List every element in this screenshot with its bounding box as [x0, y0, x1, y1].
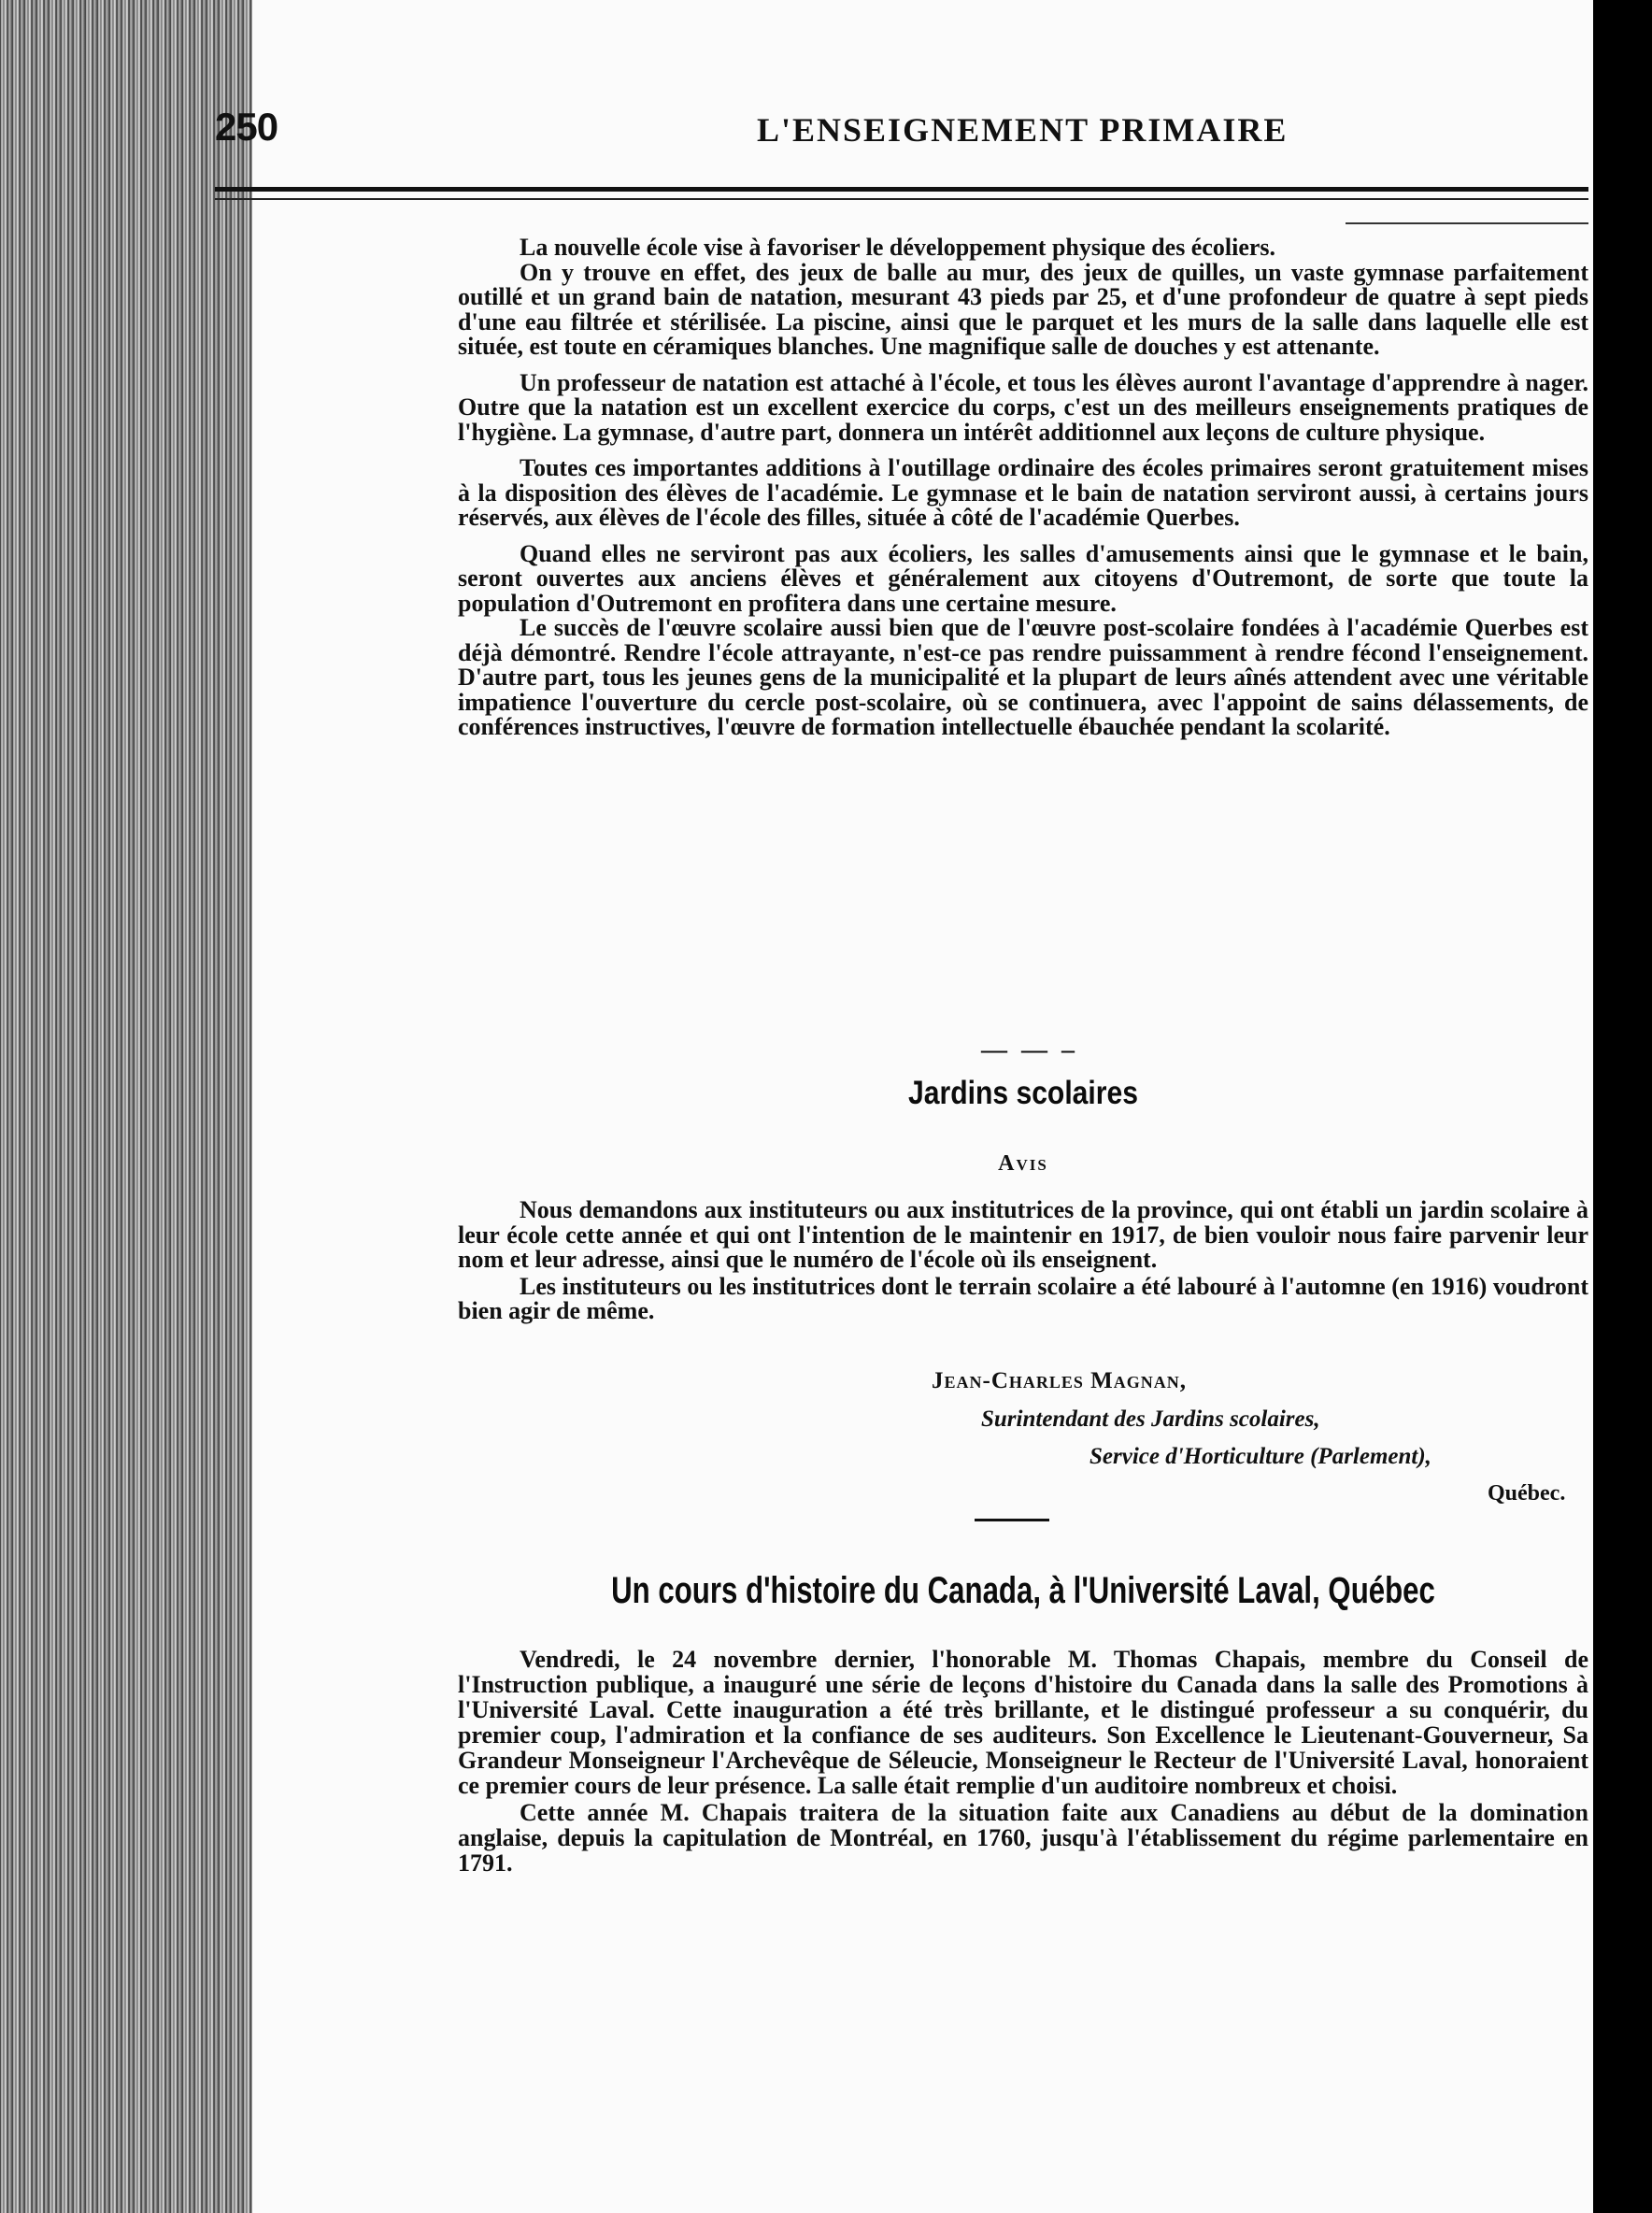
paragraph: La nouvelle école vise à favoriser le développement physique des écoliers. — [520, 234, 1276, 261]
signature-service: Service d'Horticulture (Parlement), — [1089, 1444, 1431, 1469]
section-rule — [975, 1519, 1049, 1521]
paragraph: Le succès de l'œuvre scolaire aussi bien que de l'œuvre post-scolaire fondées à l'académie Querbes est déjà démontré. Rendre l'école attrayante, n'est-ce pas rendre puissamment à rendre fécond l'enseignement. D'autre part, tous les jeunes gens de la municipalité et la plupart de leurs aînés attendent avec une véritable impatience l'ouverture du cercle post-scolaire, où se continuera, avec l'appoint de sains délassements, de conférences instructives, l'œuvre de formation intellectuelle ébauchée pendant la scolarité. — [458, 614, 1588, 740]
paragraph: Vendredi, le 24 novembre dernier, l'honorable M. Thomas Chapais, membre du Conseil de l'Instruction publique, a inauguré une série de leçons d'histoire du Canada dans la salle des Promotions à l'Université Laval. Cette inauguration a été très brillante, et le distingué professeur a su conquérir, du premier coup, l'admiration et la confiance de ses auditeurs. Son Excellence le Lieutenant-Gouverneur, Sa Grandeur Monseigneur l'Archevêque de Séleucie, Monseigneur le Recteur de l'Université Laval, honoraient ce premier cours de leur présence. La salle était remplie d'un auditoire nombreux et choisi. — [458, 1646, 1588, 1799]
paragraph: Cette année M. Chapais traitera de la situation faite aux Canadiens au début de la domination anglaise, depuis la capitulation de Montréal, en 1760, jusqu'à l'établissement du régime parlementaire en 1791. — [458, 1799, 1588, 1877]
jardins-section — [458, 1198, 1588, 1326]
avis-subheading: Avis — [998, 1151, 1048, 1176]
cours-section — [458, 1647, 1588, 1877]
header-rule-short — [1346, 222, 1588, 224]
signature-city: Québec. — [1488, 1481, 1566, 1506]
page-number: 250 — [215, 105, 278, 149]
cours-heading: Un cours d'histoire du Canada, à l'Université Laval, Québec — [611, 1570, 1435, 1611]
paragraph: Un professeur de natation est attaché à l'école, et tous les élèves auront l'avantage d'apprendre à nager. Outre que la natation est un excellent exercice du corps, c'est un des meilleurs enseignements pratiques de l'hygiène. La gymnase, d'autre part, donnera un intérêt additionnel aux leçons de culture physique. — [458, 368, 1588, 446]
running-title: L'ENSEIGNEMENT PRIMAIRE — [757, 111, 1289, 149]
signature-name: Jean-Charles Magnan, — [932, 1368, 1187, 1393]
scan-border — [1593, 0, 1652, 2213]
header-rule-thin — [215, 198, 1588, 200]
jardins-heading: Jardins scolaires — [908, 1075, 1138, 1111]
header-rule-thick — [215, 187, 1588, 192]
paragraph: Les instituteurs ou les institutrices dont le terrain scolaire a été labouré à l'automne (en 1916) voudront bien agir de même. — [458, 1272, 1588, 1324]
paragraph: Toutes ces importantes additions à l'outillage ordinaire des écoles primaires seront gratuitement mises à la disposition des élèves de l'académie. Le gymnase et le bain de natation serviront aussi, à certains jours réservés, aux élèves de l'école des filles, située à côté de l'académie Querbes. — [458, 454, 1588, 531]
ecole-section — [458, 236, 1588, 751]
paragraph: Nous demandons aux instituteurs ou aux institutrices de la province, qui ont établi un jardin scolaire à leur école cette année et qui ont l'intention de le maintenir en 1917, de bien vouloir nous faire parvenir leur nom et leur adresse, ainsi que le numéro de l'école où ils enseignent. — [458, 1196, 1588, 1273]
paragraph: On y trouve en effet, des jeux de balle au mur, des jeux de quilles, un vaste gymnase parfaitement outillé et un grand bain de natation, mesurant 43 pieds par 25, et d'une profondeur de quatre à sept pieds d'une eau filtrée et stérilisée. La piscine, ainsi que le parquet et les murs de la salle dans laquelle elle est située, est toute en céramiques blanches. Une magnifique salle de douches y est attenante. — [458, 258, 1588, 360]
signature-title: Surintendant des Jardins scolaires, — [981, 1406, 1320, 1432]
section-separator: — — – — [981, 1035, 1078, 1064]
paragraph: Quand elles ne serviront pas aux écoliers, les salles d'amusements ainsi que le gymnase et le bain, seront ouvertes aux anciens élèves et généralement aux citoyens d'Outremont, de sorte que toute la population d'Outremont en profitera dans une certaine mesure. — [458, 539, 1588, 617]
